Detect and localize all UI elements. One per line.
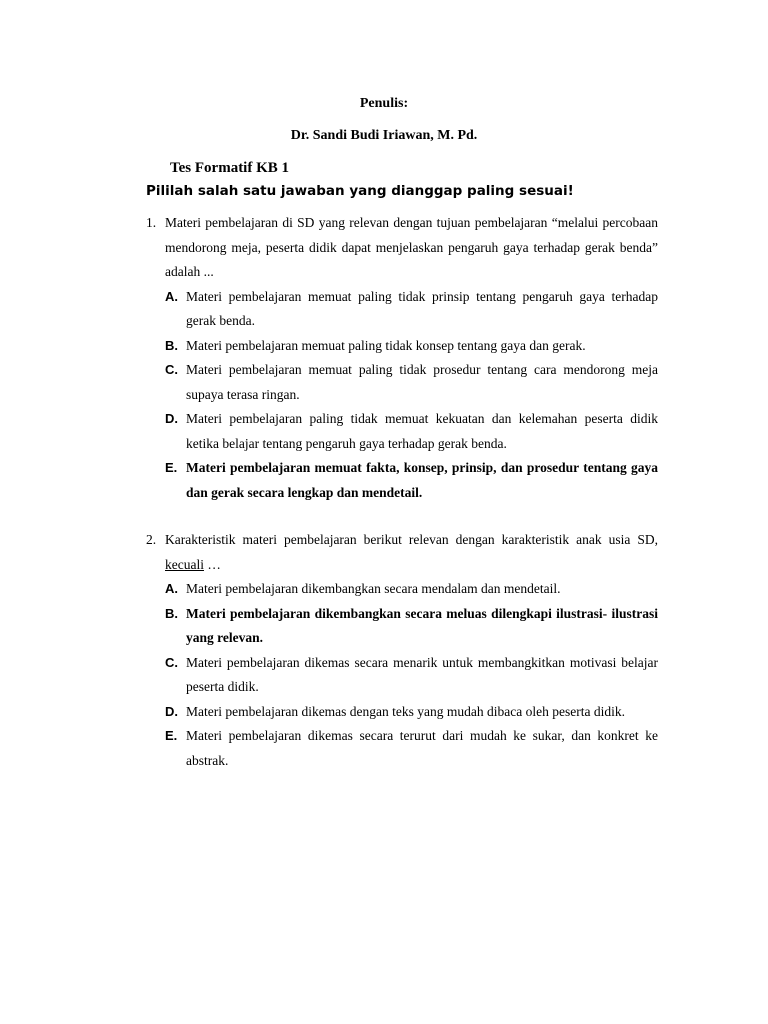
option-list — [165, 577, 658, 773]
option-letter: E. — [165, 728, 178, 743]
option-text: Materi pembelajaran memuat paling tidak prinsip tentang pengaruh gaya terhadap gerak benda. — [186, 288, 658, 328]
option-text: Materi pembelajaran dikemas dengan teks yang mudah dibaca oleh peserta didik. — [186, 703, 625, 719]
option-text: Materi pembelajaran memuat fakta, konsep, prinsip, dan prosedur tentang gaya dan gerak secara lengkap dan mendetail. — [186, 460, 658, 500]
option-e-correct[interactable] — [165, 456, 658, 505]
question-number: 2. — [146, 532, 157, 547]
question-2 — [146, 528, 658, 773]
question-text — [165, 528, 658, 577]
option-b[interactable] — [165, 334, 658, 359]
question-text-main: Karakteristik materi pembelajaran berikut relevan dengan karakteristik anak usia SD, — [165, 532, 658, 547]
option-letter: C. — [165, 362, 178, 377]
option-a[interactable] — [165, 577, 658, 602]
option-letter: A. — [165, 581, 178, 596]
question-number: 1. — [146, 215, 157, 230]
option-b-correct[interactable] — [165, 602, 658, 651]
option-letter: C. — [165, 654, 178, 670]
option-text: Materi pembelajaran dikembangkan secara mendalam dan mendetail. — [186, 581, 561, 596]
penulis-label: Penulis: — [359, 96, 409, 111]
option-letter: B. — [165, 337, 178, 353]
option-text: Materi pembelajaran dikemas secara terurut dari mudah ke sukar, dan konkret ke abstrak. — [186, 728, 658, 768]
option-letter: A. — [165, 288, 178, 304]
instruction-text: Pililah salah satu jawaban yang dianggap paling sesuai! — [146, 183, 574, 199]
question-text-ellipsis: … — [207, 556, 221, 572]
option-list — [165, 285, 658, 506]
option-a[interactable] — [165, 285, 658, 334]
option-text: Materi pembelajaran memuat paling tidak konsep tentang gaya dan gerak. — [186, 337, 586, 353]
test-title: Tes Formatif KB 1 — [170, 160, 290, 176]
author-name: Dr. Sandi Budi Iriawan, M. Pd. — [290, 128, 478, 143]
option-text: Materi pembelajaran paling tidak memuat kekuatan dan kelemahan peserta didik ketika belajar tentang pengaruh gaya terhadap gerak benda. — [186, 411, 658, 451]
option-text: Materi pembelajaran memuat paling tidak prosedur tentang cara mendorong meja supaya terasa ringan. — [186, 362, 658, 402]
option-text: Materi pembelajaran dikembangkan secara meluas dilengkapi ilustrasi- ilustrasi yang relevan. — [186, 605, 658, 645]
option-d[interactable] — [165, 700, 658, 725]
option-c[interactable] — [165, 651, 658, 700]
option-c[interactable] — [165, 358, 658, 407]
option-letter: E. — [165, 460, 178, 475]
question-text: Materi pembelajaran di SD yang relevan dengan tujuan pembelajaran “melalui percobaan mendorong meja, peserta didik dapat menjelaskan pengaruh gaya terhadap gerak benda” adalah ... — [165, 215, 658, 279]
option-letter: D. — [165, 703, 178, 719]
option-text: Materi pembelajaran dikemas secara menarik untuk membangkitkan motivasi belajar peserta didik. — [186, 654, 658, 694]
option-letter: B. — [165, 605, 178, 621]
option-d[interactable] — [165, 407, 658, 456]
option-e[interactable] — [165, 724, 658, 773]
option-letter: D. — [165, 411, 178, 426]
question-1 — [146, 211, 658, 505]
question-text-underlined: kecuali — [165, 556, 204, 572]
